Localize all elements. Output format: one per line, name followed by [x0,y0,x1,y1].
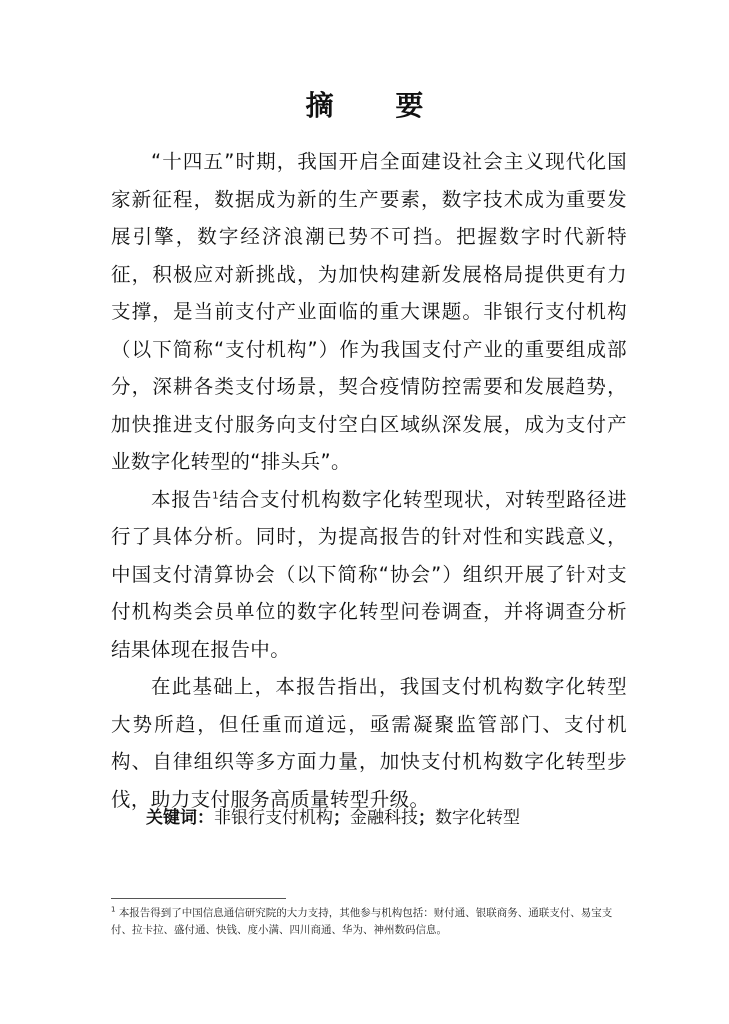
keyword-separator: ； [333,808,350,828]
abstract-title: 摘 要 [305,89,450,122]
keyword-item: 金融科技 [350,808,418,828]
footnote-divider [111,898,286,899]
footnote-text: 本报告得到了中国信息通信研究院的大力支持，其他参与机构包括：财付通、银联商务、通联支付、易宝支付、拉卡拉、盛付通、快钱、度小满、四川商通、华为、神州数码信息。 [111,907,613,936]
paragraph-2 [111,481,627,669]
paragraph-3: 在此基础上，本报告指出，我国支付机构数字化转型大势所趋，但任重而道远，亟需凝聚监管部门、支付机构、自律组织等多方面力量，加快支付机构数字化转型步伐，助力支付服务高质量转型升级。 [111,675,627,811]
abstract-body [111,143,627,818]
footnote-marker: 1 [111,905,116,914]
keyword-separator: ； [418,808,435,828]
keywords-label: 关键词： [146,808,214,828]
paragraph-2-rest: 结合支付机构数字化转型现状，对转型路径进行了具体分析。同时，为提高报告的针对性和实践意义，中国支付清算协会（以下简称“协会”）组织开展了针对支付机构类会员单位的数字化转型问卷调查，并将调查分析结果体现在报告中。 [111,487,627,661]
keyword-item: 非银行支付机构 [214,808,333,828]
footnote [111,905,621,939]
keyword-item: 数字化转型 [435,808,520,828]
keywords-line [146,803,520,828]
paragraph-1: “十四五”时期，我国开启全面建设社会主义现代化国家新征程，数据成为新的生产要素，数字技术成为重要发展引擎，数字经济浪潮已势不可挡。把握数字时代新特征，积极应对新挑战，为加快构建新发展格局提供更有力支撑，是当前支付产业面临的重大课题。非银行支付机构（以下简称“支付机构”）作为我国支付产业的重要组成部分，深耕各类支付场景，契合疫情防控需要和发展趋势，加快推进支付服务向支付空白区域纵深发展，成为支付产业数字化转型的“排头兵”。 [111,150,627,473]
paragraph-2-start: 本报告 [151,487,213,511]
footnote-reference[interactable]: 1 [212,490,219,501]
